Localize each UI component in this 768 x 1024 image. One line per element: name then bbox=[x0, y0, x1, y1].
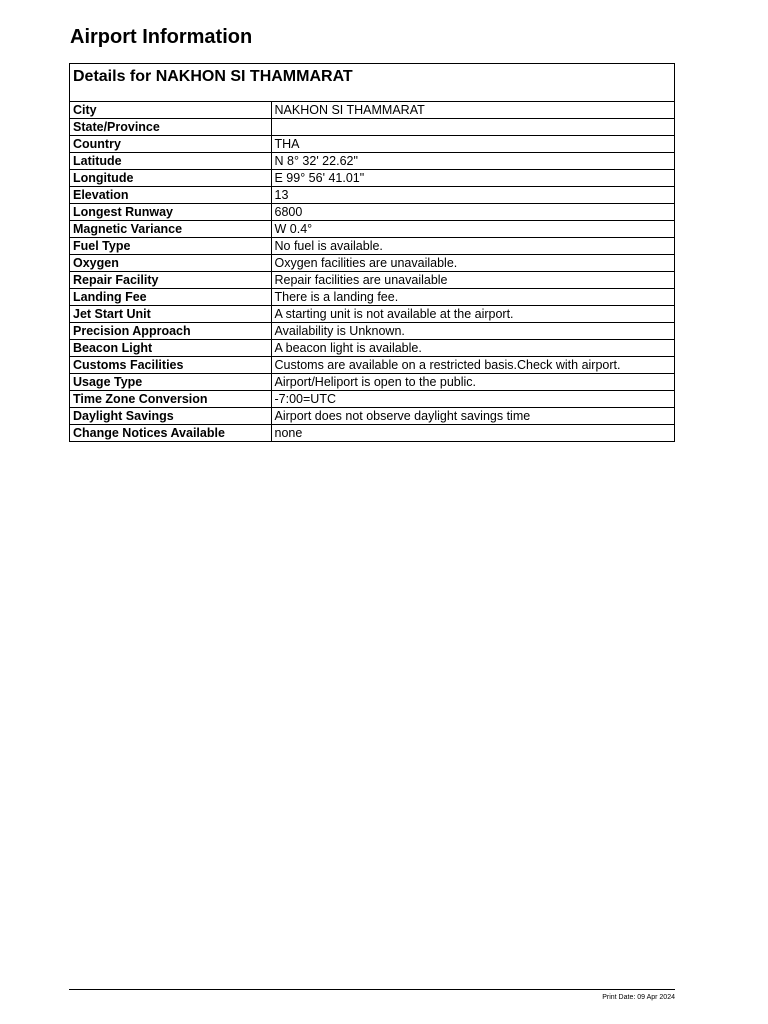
row-value: No fuel is available. bbox=[271, 238, 674, 255]
airport-details-table bbox=[70, 102, 674, 442]
table-row bbox=[70, 136, 674, 153]
row-value: none bbox=[271, 425, 674, 442]
table-row bbox=[70, 323, 674, 340]
row-value: E 99° 56' 41.01" bbox=[271, 170, 674, 187]
row-value: Airport does not observe daylight savings time bbox=[271, 408, 674, 425]
row-value: THA bbox=[271, 136, 674, 153]
row-value: Availability is Unknown. bbox=[271, 323, 674, 340]
row-label: Beacon Light bbox=[70, 340, 271, 357]
row-label: Change Notices Available bbox=[70, 425, 271, 442]
table-row bbox=[70, 221, 674, 238]
footer-divider bbox=[69, 989, 675, 990]
row-value bbox=[271, 119, 674, 136]
row-label: Magnetic Variance bbox=[70, 221, 271, 238]
row-label: Longitude bbox=[70, 170, 271, 187]
print-date: Print Date: 09 Apr 2024 bbox=[602, 994, 675, 1001]
row-value: There is a landing fee. bbox=[271, 289, 674, 306]
table-row bbox=[70, 340, 674, 357]
row-value: Repair facilities are unavailable bbox=[271, 272, 674, 289]
table-row bbox=[70, 170, 674, 187]
row-label: Longest Runway bbox=[70, 204, 271, 221]
row-value: A beacon light is available. bbox=[271, 340, 674, 357]
airport-details-box bbox=[69, 63, 675, 442]
table-row bbox=[70, 187, 674, 204]
row-label: Fuel Type bbox=[70, 238, 271, 255]
row-value: -7:00=UTC bbox=[271, 391, 674, 408]
row-label: Elevation bbox=[70, 187, 271, 204]
airport-details-body bbox=[70, 102, 674, 442]
row-label: Landing Fee bbox=[70, 289, 271, 306]
table-row bbox=[70, 153, 674, 170]
table-row bbox=[70, 408, 674, 425]
row-label: Latitude bbox=[70, 153, 271, 170]
row-label: Jet Start Unit bbox=[70, 306, 271, 323]
row-value: Customs are available on a restricted basis.Check with airport. bbox=[271, 357, 674, 374]
row-value: N 8° 32' 22.62" bbox=[271, 153, 674, 170]
table-row bbox=[70, 357, 674, 374]
table-row bbox=[70, 374, 674, 391]
row-value: Airport/Heliport is open to the public. bbox=[271, 374, 674, 391]
table-row bbox=[70, 391, 674, 408]
row-value: NAKHON SI THAMMARAT bbox=[271, 102, 674, 119]
row-label: Repair Facility bbox=[70, 272, 271, 289]
details-header: Details for NAKHON SI THAMMARAT bbox=[70, 64, 674, 102]
row-value: 6800 bbox=[271, 204, 674, 221]
table-row bbox=[70, 119, 674, 136]
table-row bbox=[70, 272, 674, 289]
row-label: Time Zone Conversion bbox=[70, 391, 271, 408]
table-row bbox=[70, 255, 674, 272]
row-label: Daylight Savings bbox=[70, 408, 271, 425]
row-label: City bbox=[70, 102, 271, 119]
row-label: State/Province bbox=[70, 119, 271, 136]
page-title: Airport Information bbox=[70, 26, 253, 48]
row-label: Country bbox=[70, 136, 271, 153]
row-label: Oxygen bbox=[70, 255, 271, 272]
row-label: Precision Approach bbox=[70, 323, 271, 340]
table-row bbox=[70, 425, 674, 442]
table-row bbox=[70, 102, 674, 119]
row-value: 13 bbox=[271, 187, 674, 204]
row-label: Usage Type bbox=[70, 374, 271, 391]
table-row bbox=[70, 306, 674, 323]
table-row bbox=[70, 204, 674, 221]
row-value: W 0.4° bbox=[271, 221, 674, 238]
row-value: Oxygen facilities are unavailable. bbox=[271, 255, 674, 272]
row-value: A starting unit is not available at the airport. bbox=[271, 306, 674, 323]
table-row bbox=[70, 238, 674, 255]
table-row bbox=[70, 289, 674, 306]
row-label: Customs Facilities bbox=[70, 357, 271, 374]
